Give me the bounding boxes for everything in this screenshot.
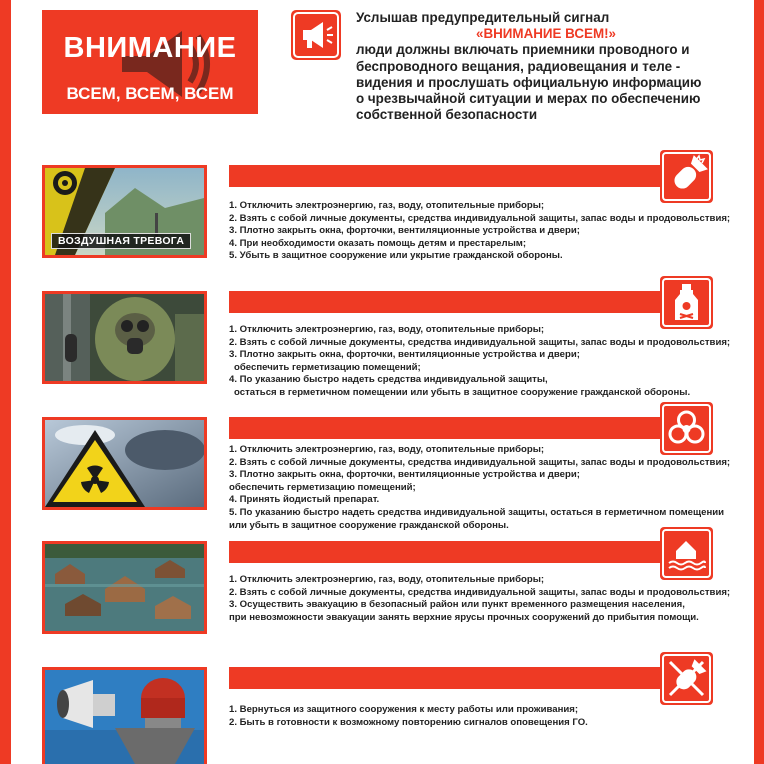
siren-loudspeaker-photo xyxy=(42,667,207,764)
photo-caption: ВОЗДУШНАЯ ТРЕВОГА xyxy=(51,233,191,249)
list-item: 2. Взять с собой личные документы, средства индивидуальной защиты, запас воды и продовольствия; xyxy=(229,212,731,224)
flood-house-icon xyxy=(660,527,713,580)
list-item: обеспечить герметизацию помещений; xyxy=(234,361,421,373)
list-item: 1. Вернуться из защитного сооружения к месту работы или проживания; xyxy=(229,704,579,715)
list-item: обеспечить герметизацию помещений; xyxy=(229,481,416,493)
intro-line: о чрезвычайной ситуации и мерах по обеспечению xyxy=(356,91,701,107)
flood-photo xyxy=(42,541,207,634)
list-item: 2. Взять с собой личные документы, средства индивидуальной защиты, запас воды и продовольствия; xyxy=(229,336,731,348)
instruction-list xyxy=(229,444,749,532)
section-bar xyxy=(229,417,695,439)
gas-mask-photo xyxy=(42,291,207,384)
list-item: 2. Взять с собой личные документы, средства индивидуальной защиты, запас воды и продовольствия; xyxy=(229,456,731,468)
list-item: 1. Отключить электроэнергию, газ, воду, отопительные приборы; xyxy=(229,324,545,335)
instruction-list xyxy=(229,324,749,400)
instruction-list xyxy=(229,200,749,263)
list-item: 2. Быть в готовности к возможному повторению сигналов оповещения ГО. xyxy=(229,716,588,728)
intro-line: люди должны включать приемники проводного и xyxy=(356,42,690,58)
intro-line: беспроводного вещания, радиовещания и теле - xyxy=(356,58,681,74)
list-item: 4. При необходимости оказать помощь детям и престарелым; xyxy=(229,237,527,249)
intro-line: Услышав предупредительный сигнал xyxy=(356,10,610,25)
intro-line: собственной безопасности xyxy=(356,107,538,123)
attention-subtitle: ВСЕМ, ВСЕМ, ВСЕМ xyxy=(66,84,234,103)
list-item: 1. Отключить электроэнергию, газ, воду, отопительные приборы; xyxy=(229,574,545,585)
intro-line: видения и прослушать официальную информацию xyxy=(356,74,702,90)
list-item: 4. По указанию быстро надеть средства индивидуальной защиты, xyxy=(229,374,548,386)
list-item: 5. Убыть в защитное сооружение или укрытие гражданской обороны. xyxy=(229,250,563,262)
section-bar xyxy=(229,165,695,187)
list-item: 1. Отключить электроэнергию, газ, воду, отопительные приборы; xyxy=(229,444,545,455)
list-item: 5. По указанию быстро надеть средства индивидуальной защиты, остаться в герметичном помещении xyxy=(229,506,725,518)
radiation-sign-photo xyxy=(42,417,207,510)
bomb-icon xyxy=(660,150,713,203)
list-item: 3. Плотно закрыть окна, форточки, вентиляционные устройства и двери; xyxy=(229,225,580,237)
attention-banner xyxy=(42,10,258,114)
list-item: 3. Плотно закрыть окна, форточки, вентиляционные устройства и двери; xyxy=(229,469,580,481)
list-item: 3. Плотно закрыть окна, форточки, вентиляционные устройства и двери; xyxy=(229,349,580,361)
list-item: 3. Осуществить эвакуацию в безопасный район или пункт временного размещения населения, xyxy=(229,599,685,611)
no-bomb-icon xyxy=(660,652,713,705)
megaphone-icon xyxy=(291,10,341,60)
list-item: или убыть в защитное сооружение гражданской обороны. xyxy=(229,519,509,531)
attention-title: ВНИМАНИЕ xyxy=(63,32,237,64)
list-item: 2. Взять с собой личные документы, средства индивидуальной защиты, запас воды и продовольствия; xyxy=(229,586,731,598)
section-bar xyxy=(229,541,695,563)
poison-bottle-icon xyxy=(660,276,713,329)
intro-text xyxy=(356,10,756,123)
left-border xyxy=(0,0,11,764)
section-bar xyxy=(229,667,695,689)
air-raid-siren-photo xyxy=(42,165,207,258)
signal-name: «ВНИМАНИЕ ВСЕМ!» xyxy=(476,26,617,42)
section-bar xyxy=(229,291,695,313)
list-item: остаться в герметичном помещении или убыть в защитное сооружение гражданской обороны. xyxy=(234,386,691,398)
instruction-list xyxy=(229,704,749,729)
instruction-list xyxy=(229,574,749,624)
list-item: 1. Отключить электроэнергию, газ, воду, отопительные приборы; xyxy=(229,200,545,211)
list-item: при невозможности эвакуации занять верхние ярусы прочных сооружений до прибытия помощи. xyxy=(229,611,699,623)
list-item: 4. Принять йодистый препарат. xyxy=(229,494,380,506)
